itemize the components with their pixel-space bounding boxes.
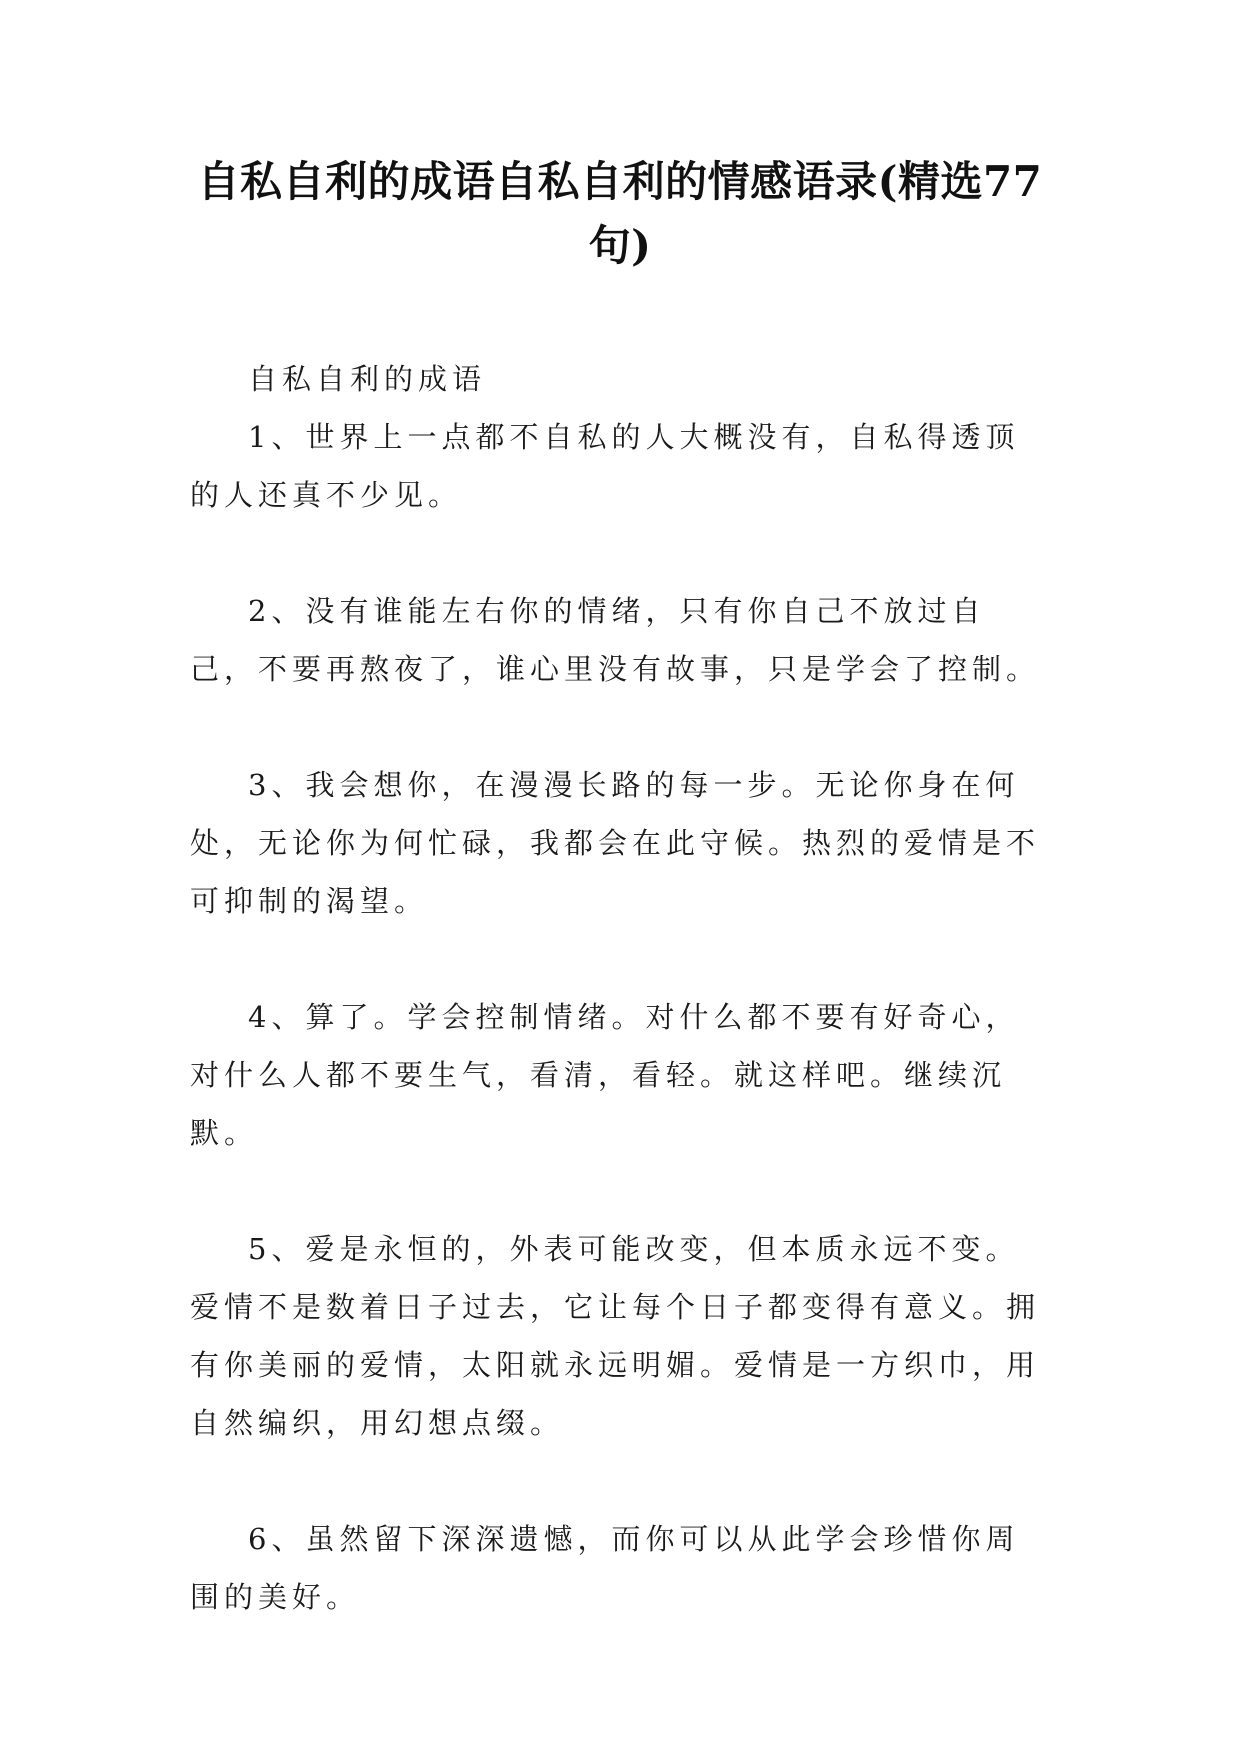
quote-entry-4: 4、算了。学会控制情绪。对什么都不要有好奇心，对什么人都不要生气，看清，看轻。就这样吧。继续沉默。 xyxy=(190,1000,1020,1150)
quote-entry-1: 1、世界上一点都不自私的人大概没有，自私得透顶的人还真不少见。 xyxy=(190,420,1020,512)
section-heading: 自私自利的成语 xyxy=(248,362,487,396)
quote-entry-2: 2、没有谁能左右你的情绪，只有你自己不放过自己，不要再熬夜了，谁心里没有故事，只是学会了控制。 xyxy=(190,594,1041,686)
quote-entry-3: 3、我会想你，在漫漫长路的每一步。无论你身在何处，无论你为何忙碌，我都会在此守候。热烈的爱情是不可抑制的渴望。 xyxy=(190,768,1041,918)
quote-entry-6: 6、虽然留下深深遗憾，而你可以从此学会珍惜你周围的美好。 xyxy=(190,1522,1020,1614)
document-title: 自私自利的成语自私自利的情感语录(精选77句) xyxy=(197,157,1043,270)
document-body xyxy=(190,350,1045,1684)
quote-entry-5: 5、爱是永恒的，外表可能改变，但本质永远不变。爱情不是数着日子过去，它让每个日子都变得有意义。拥有你美丽的爱情，太阳就永远明媚。爱情是一方织巾，用自然编织，用幻想点缀。 xyxy=(190,1232,1041,1440)
